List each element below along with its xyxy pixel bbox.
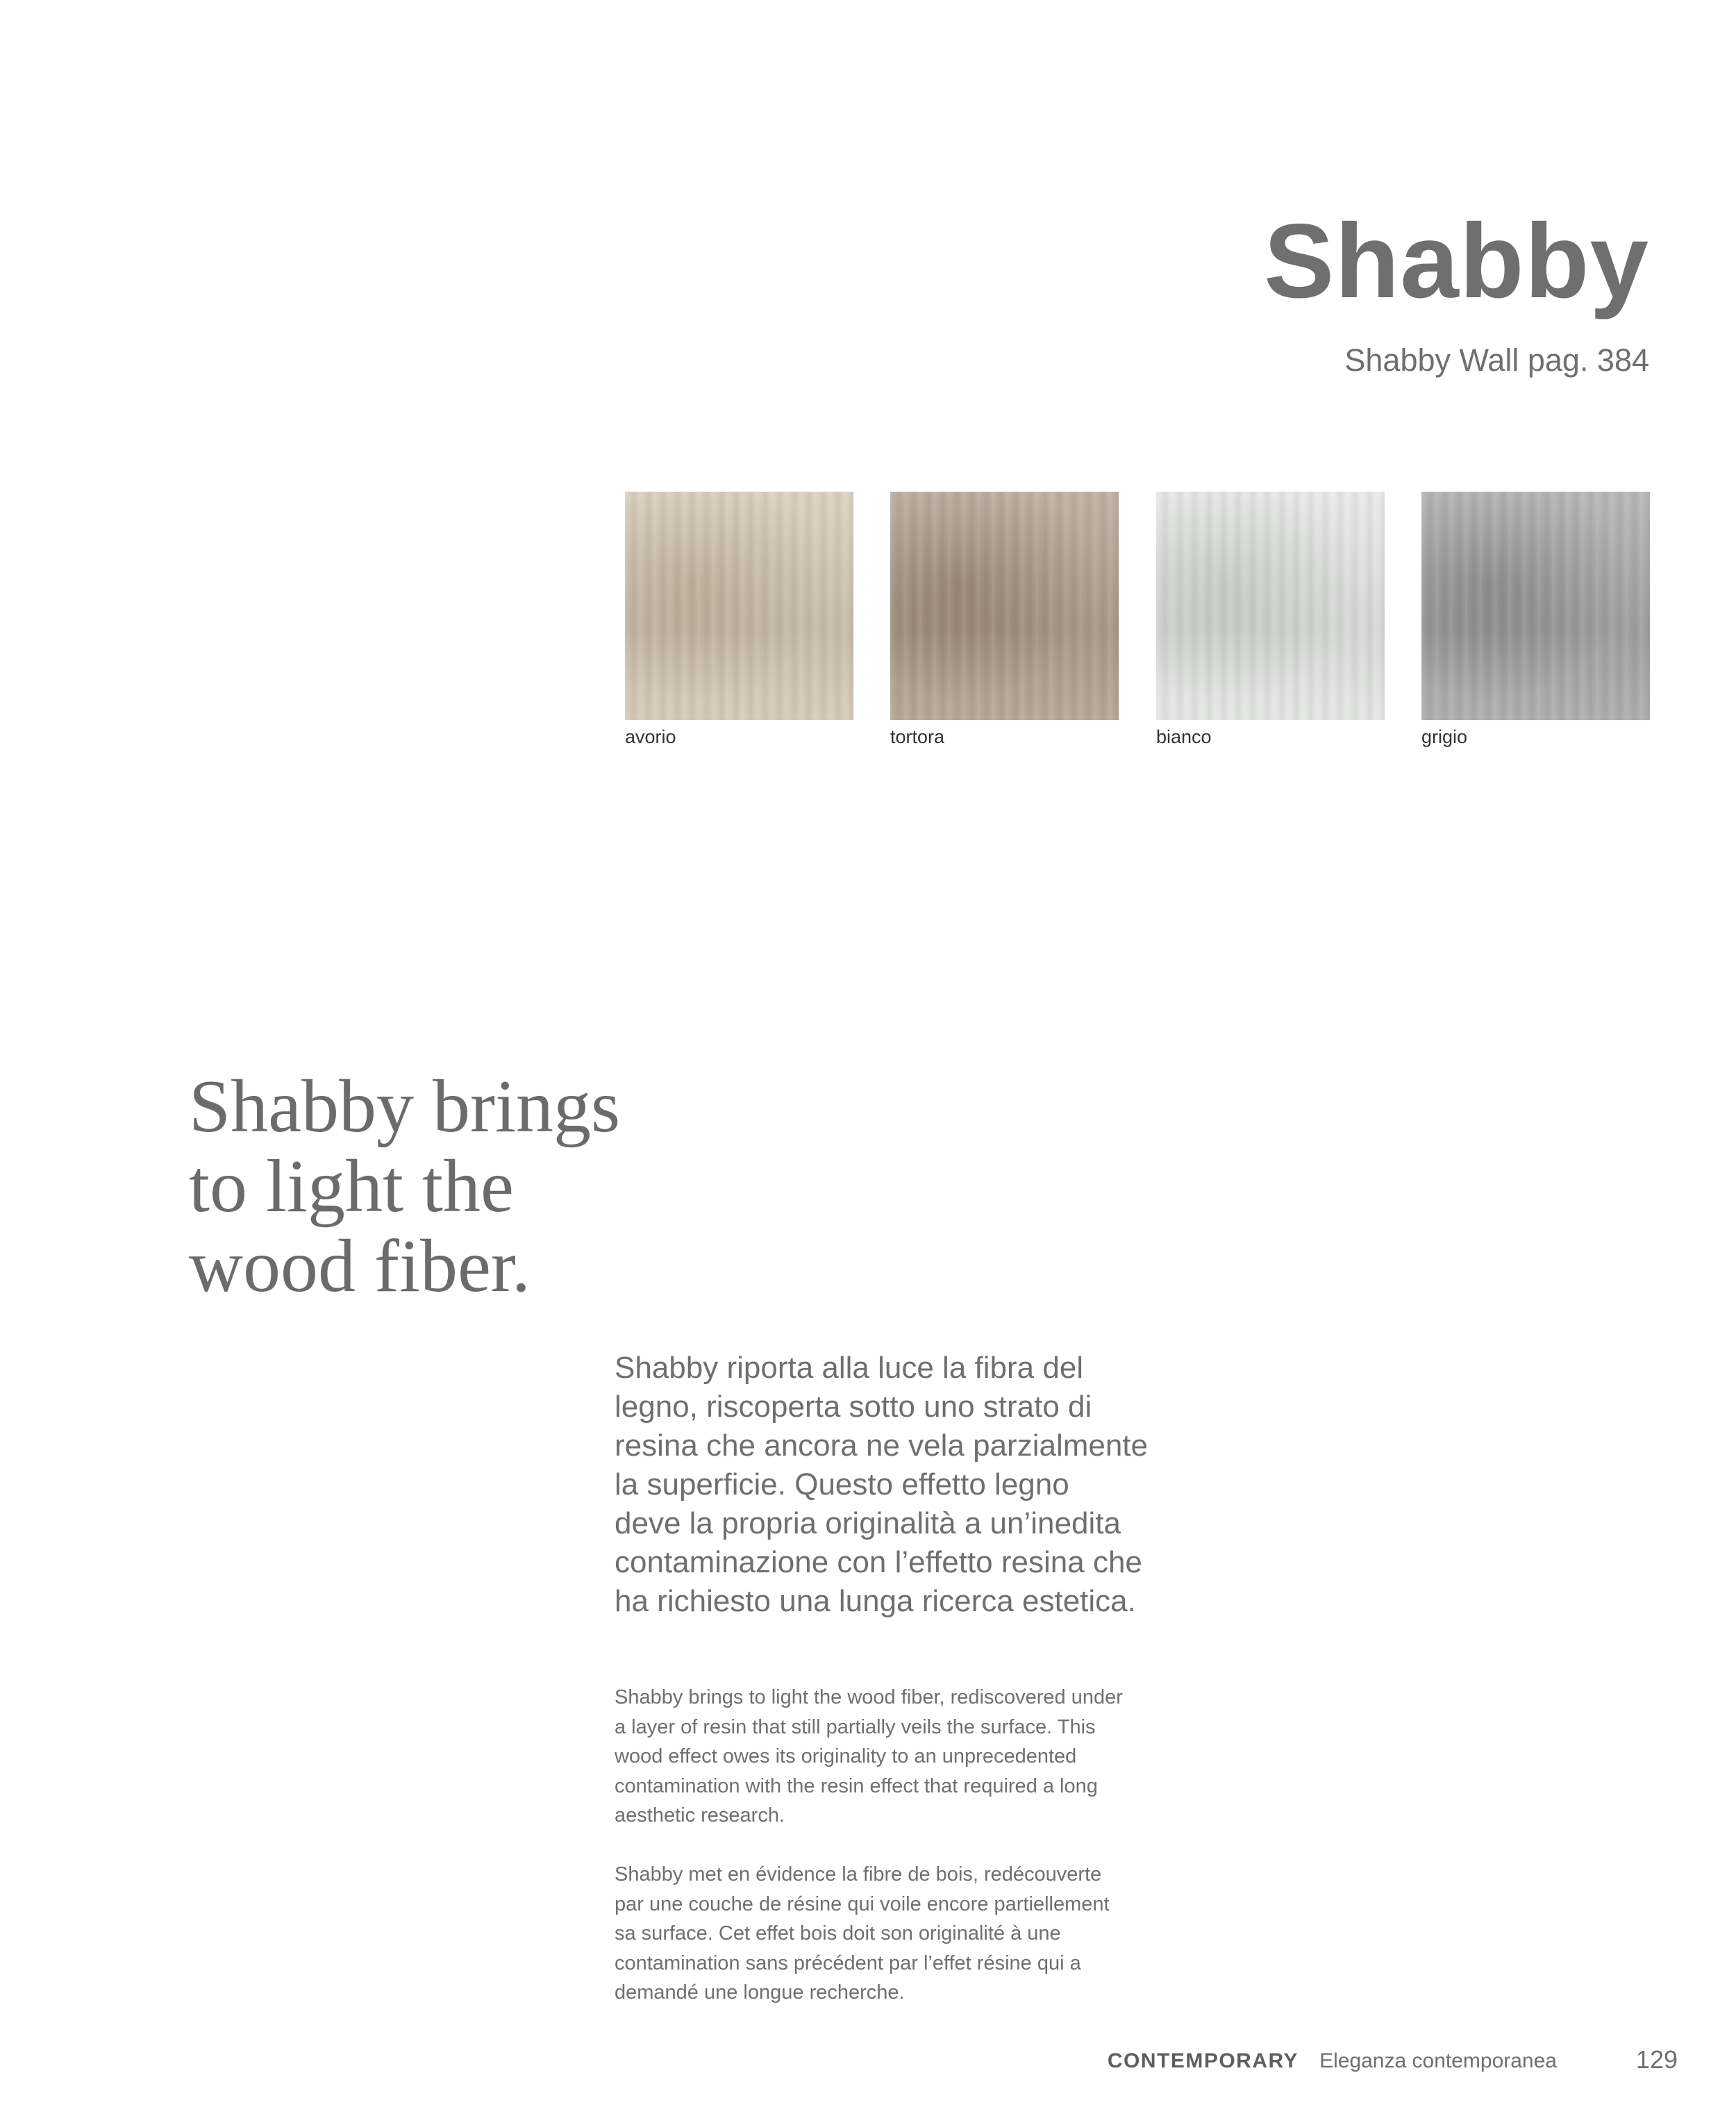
swatch-tile: [890, 492, 1119, 720]
swatch-tile: [625, 492, 853, 720]
swatch-label: bianco: [1156, 726, 1212, 747]
body-line: par une couche de résine qui voile encore partiellement: [615, 1892, 1110, 1915]
body-line: legno, riscoperta sotto uno strato di: [615, 1390, 1092, 1424]
headline-line: wood fiber.: [189, 1225, 531, 1308]
section-name: CONTEMPORARY: [1107, 2049, 1299, 2072]
body-line: contamination sans précédent par l’effet résine qui a: [615, 1951, 1081, 1974]
swatch-label: grigio: [1421, 726, 1468, 747]
body-line: Shabby brings to light the wood fiber, rediscovered under: [615, 1686, 1123, 1708]
body-line: Shabby riporta alla luce la fibra del: [615, 1351, 1084, 1385]
footer-section-label: [1108, 2051, 1557, 2072]
swatch-bianco: [1156, 492, 1385, 748]
page-number: 129: [1635, 2045, 1678, 2074]
body-line: contaminazione con l’effetto resina che: [615, 1545, 1142, 1579]
section-subtitle: Eleganza contemporanea: [1319, 2049, 1557, 2072]
headline-line: to light the: [189, 1145, 514, 1228]
swatch-tile: [1156, 492, 1385, 720]
body-line: a layer of resin that still partially veils the surface. This: [615, 1715, 1096, 1738]
body-text-italian: [615, 1349, 1281, 1621]
headline-line: Shabby brings: [189, 1065, 620, 1148]
body-text-french: [615, 1860, 1281, 2008]
swatch-grigio: [1421, 492, 1650, 748]
body-line: contamination with the resin effect that required a long: [615, 1774, 1098, 1797]
body-line: Shabby met en évidence la fibre de bois, redécouverte: [615, 1863, 1102, 1886]
swatch-avorio: [625, 492, 853, 748]
body-line: la superficie. Questo effetto legno: [615, 1467, 1069, 1501]
product-subtitle: Shabby Wall pag. 384: [1344, 342, 1649, 378]
swatch-tortora: [890, 492, 1119, 748]
body-line: sa surface. Cet effet bois doit son originalité à une: [615, 1922, 1061, 1945]
body-line: wood effect owes its originality to an unprecedented: [615, 1745, 1077, 1767]
swatch-label: avorio: [625, 726, 676, 747]
swatch-tile: [1421, 492, 1650, 720]
product-title: Shabby: [1264, 202, 1649, 320]
body-line: deve la propria originalità a un’inedita: [615, 1506, 1121, 1540]
body-line: demandé une longue recherche.: [615, 1981, 905, 2004]
body-text-english: [615, 1683, 1281, 1831]
body-line: aesthetic research.: [615, 1804, 785, 1826]
body-line: ha richiesto una lunga ricerca estetica.: [615, 1584, 1136, 1618]
color-swatches: [625, 492, 1650, 756]
swatch-label: tortora: [890, 726, 945, 747]
body-line: resina che ancora ne vela parzialmente: [615, 1429, 1149, 1463]
headline: [189, 1067, 814, 1306]
